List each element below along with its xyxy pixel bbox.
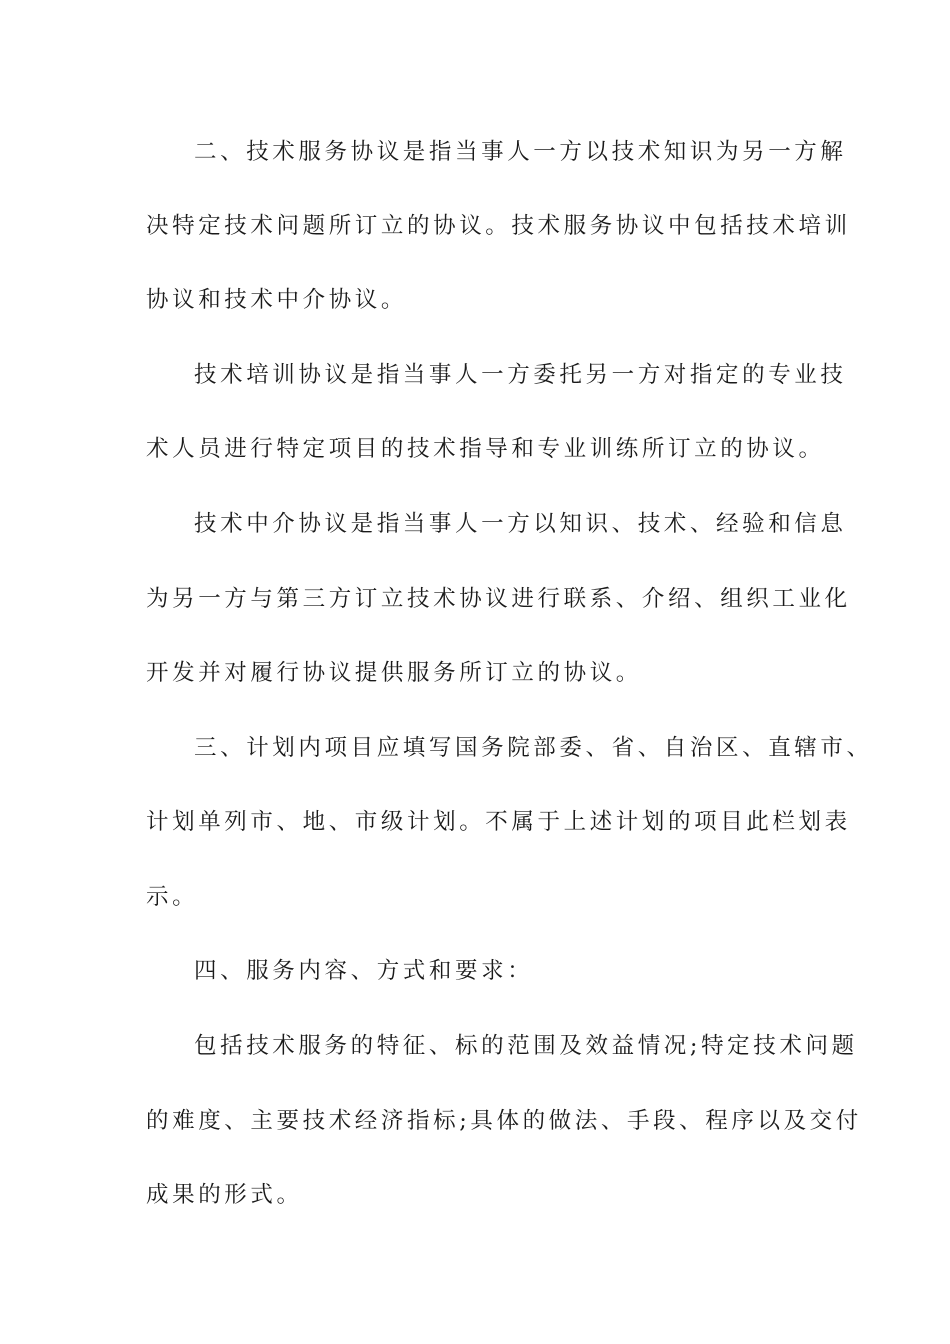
paragraph-line: 开发并对履行协议提供服务所订立的协议。 bbox=[146, 660, 642, 686]
paragraph-line: 成果的形式。 bbox=[146, 1182, 303, 1208]
paragraph-line: 协议和技术中介协议。 bbox=[146, 287, 408, 313]
paragraph-line: 四、服务内容、方式和要求： bbox=[194, 958, 534, 984]
paragraph-line: 二、技术服务协议是指当事人一方以技术知识为另一方解 bbox=[194, 139, 847, 165]
paragraph-line: 的难度、主要技术经济指标;具体的做法、手段、程序以及交付 bbox=[146, 1108, 862, 1134]
paragraph-line: 技术中介协议是指当事人一方以知识、技术、经验和信息 bbox=[194, 511, 847, 537]
paragraph-line: 计划单列市、地、市级计划。不属于上述计划的项目此栏划表 bbox=[146, 809, 851, 835]
paragraph-line: 决特定技术问题所订立的协议。技术服务协议中包括技术培训 bbox=[146, 213, 851, 239]
paragraph-line: 三、计划内项目应填写国务院部委、省、自治区、直辖市、 bbox=[194, 735, 873, 761]
paragraph-line: 包括技术服务的特征、标的范围及效益情况;特定技术问题 bbox=[194, 1033, 858, 1059]
paragraph-line: 术人员进行特定项目的技术指导和专业训练所订立的协议。 bbox=[146, 436, 825, 462]
paragraph-line: 为另一方与第三方订立技术协议进行联系、介绍、组织工业化 bbox=[146, 586, 851, 612]
paragraph-line: 示。 bbox=[146, 884, 199, 910]
paragraph-line: 技术培训协议是指当事人一方委托另一方对指定的专业技 bbox=[194, 362, 847, 388]
